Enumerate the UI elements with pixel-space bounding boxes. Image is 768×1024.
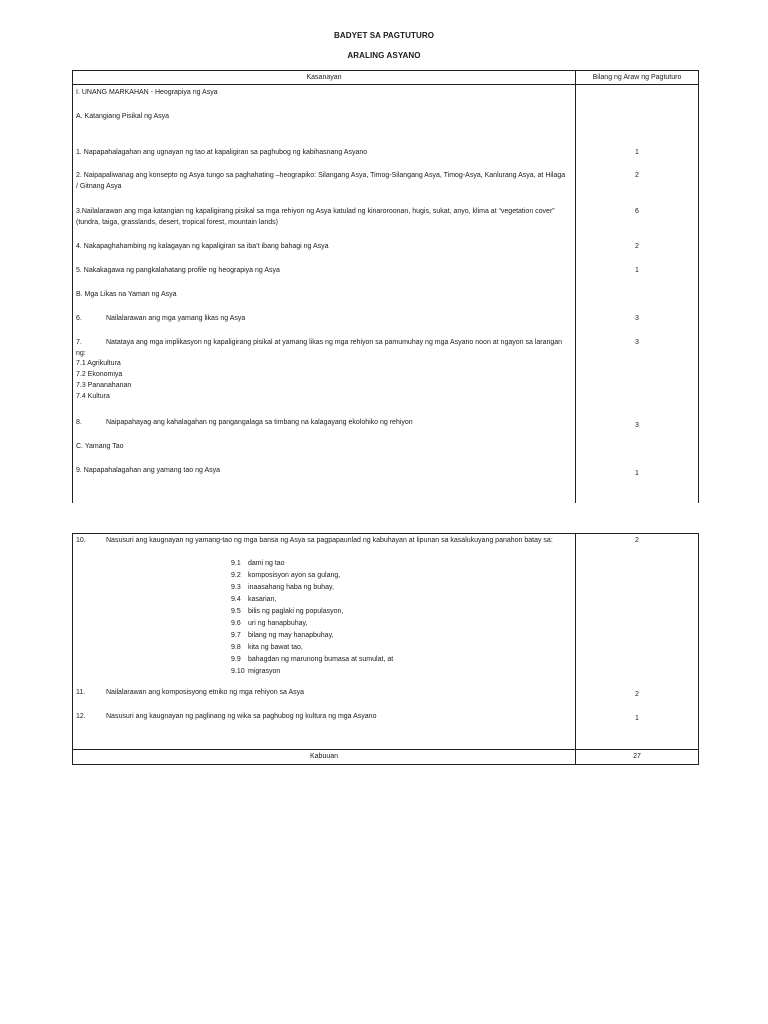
sub-item: 9.4 kasarian, bbox=[231, 596, 277, 603]
total-label: Kabuuan bbox=[73, 750, 576, 765]
list-item bbox=[76, 314, 569, 325]
subject-title: ARALING ASYANO bbox=[347, 51, 421, 60]
days-value: 2 bbox=[635, 691, 639, 698]
sub-item: 9.8 kita ng bawat tao, bbox=[231, 644, 303, 651]
item-number: 10. bbox=[76, 537, 86, 544]
days-value: 2 bbox=[635, 172, 639, 179]
sub-item: 9.1 dami ng tao bbox=[231, 560, 285, 567]
days-value: 1 bbox=[635, 149, 639, 156]
sub-item: 9.9 bahagdan ng marunong bumasa at sumulat, at bbox=[231, 656, 394, 663]
section-a-heading: A. Katangiang Pisikal ng Asya bbox=[76, 113, 170, 120]
item-number: 8. bbox=[76, 419, 82, 426]
skills-cell bbox=[73, 534, 576, 750]
days-value: 1 bbox=[635, 715, 639, 722]
days-value: 2 bbox=[635, 243, 639, 250]
list-item bbox=[76, 688, 569, 699]
budget-table-page-2 bbox=[72, 533, 699, 765]
list-item bbox=[76, 418, 569, 429]
item-text: Naipapahayag ang kahalagahan ng pangangalaga sa timbang na kalagayang ekolohiko ng rehiyon bbox=[106, 419, 413, 426]
list-item: 5. Nakakagawa ng pangkalahatang profile ng heograpiya ng Asya bbox=[76, 267, 280, 274]
list-item: 9. Napapahalagahan ang yamang tao ng Asya bbox=[76, 467, 221, 474]
days-value: 1 bbox=[635, 267, 639, 274]
list-item: 2. Naipapaliwanag ang konsepto ng Asya tungo sa paghahating –heograpiko: Silangang Asya, Timog-Silangang Asya, Timog-Asya, Kanlurang Asya, at Hilaga / Gitnang Asya bbox=[76, 172, 566, 190]
days-value: 6 bbox=[635, 208, 639, 215]
list-item bbox=[76, 338, 569, 359]
total-value: 27 bbox=[576, 750, 699, 765]
days-value: 1 bbox=[635, 470, 639, 477]
item-text: Natataya ang mga implikasyon ng kapaligirang pisikal at yamang likas ng mga rehiyon sa pamumuhay ng mga Asyano noon at ngayon sa larangan ng: bbox=[76, 339, 563, 357]
item-number: 6. bbox=[76, 315, 82, 322]
section-b-heading: B. Mga Likas na Yaman ng Asya bbox=[76, 291, 177, 298]
item-text: Nailalarawan ang mga yamang likas ng Asya bbox=[106, 315, 246, 322]
list-item: 3.Nailalarawan ang mga katangian ng kapaligirang pisikal sa mga rehiyon ng Asya katulad ng kinaroroonan, hugis, sukat, anyo, klima at “vegetation cover” (tundra, taiga, grasslands, desert, tropical forest, mountain lands) bbox=[76, 208, 555, 226]
days-cell bbox=[576, 85, 699, 504]
sub-item: 7.4 Kultura bbox=[76, 393, 110, 400]
sub-item: 9.2 komposisyon ayon sa gulang, bbox=[231, 572, 341, 579]
section-c-heading: C. Yamang Tao bbox=[76, 443, 124, 450]
list-item: 1. Napapahalagahan ang ugnayan ng tao at kapaligiran sa paghubog ng kabihasnang Asyano bbox=[76, 149, 368, 156]
sub-item: 7.3 Pananahanan bbox=[76, 382, 132, 389]
budget-table-page-1 bbox=[72, 70, 699, 503]
list-item: 4. Nakapaghahambing ng kalagayan ng kapaligiran sa iba’t ibang bahagi ng Asya bbox=[76, 243, 329, 250]
item-number: 7. bbox=[76, 339, 82, 346]
days-value: 3 bbox=[635, 422, 639, 429]
days-value: 3 bbox=[635, 339, 639, 346]
sub-item: 7.2 Ekonomiya bbox=[76, 371, 123, 378]
item-number: 12. bbox=[76, 713, 86, 720]
days-value: 3 bbox=[635, 315, 639, 322]
list-item bbox=[76, 536, 569, 547]
quarter-heading: I. UNANG MARKAHAN - Heograpiya ng Asya bbox=[76, 89, 218, 96]
days-cell bbox=[576, 534, 699, 750]
table-row bbox=[73, 534, 699, 750]
sub-item: 9.7 bilang ng may hanapbuhay, bbox=[231, 632, 334, 639]
days-value: 2 bbox=[635, 537, 639, 544]
sub-item: 9.5 bilis ng paglaki ng populasyon, bbox=[231, 608, 344, 615]
item-text: Nailalarawan ang komposisyong etniko ng mga rehiyon sa Asya bbox=[106, 689, 305, 696]
item-text: Nasusuri ang kaugnayan ng yamang-tao ng mga bansa ng Asya sa pagpapaunlad ng kabuhayan at lipunan sa kasalukuyang panahon batay sa: bbox=[106, 537, 553, 544]
item-text: Nasusuri ang kaugnayan ng paglinang ng wika sa paghubog ng kultura ng mga Asyano bbox=[106, 713, 377, 720]
sub-item: 7.1 Agrikultura bbox=[76, 360, 121, 367]
document-title: BADYET SA PAGTUTURO bbox=[333, 31, 435, 40]
table-row bbox=[73, 85, 699, 504]
sub-item: 9.6 uri ng hanapbuhay, bbox=[231, 620, 308, 627]
sub-item: 9.3 inaasahang haba ng buhay, bbox=[231, 584, 334, 591]
list-item bbox=[76, 712, 569, 723]
column-header-skills: Kasanayan bbox=[73, 71, 576, 85]
skills-cell bbox=[73, 85, 576, 504]
column-header-days: Bilang ng Araw ng Pagtuturo bbox=[576, 71, 699, 85]
total-row bbox=[73, 750, 699, 765]
item-number: 11. bbox=[76, 689, 86, 696]
sub-item: 9.10 migrasyon bbox=[231, 668, 281, 675]
